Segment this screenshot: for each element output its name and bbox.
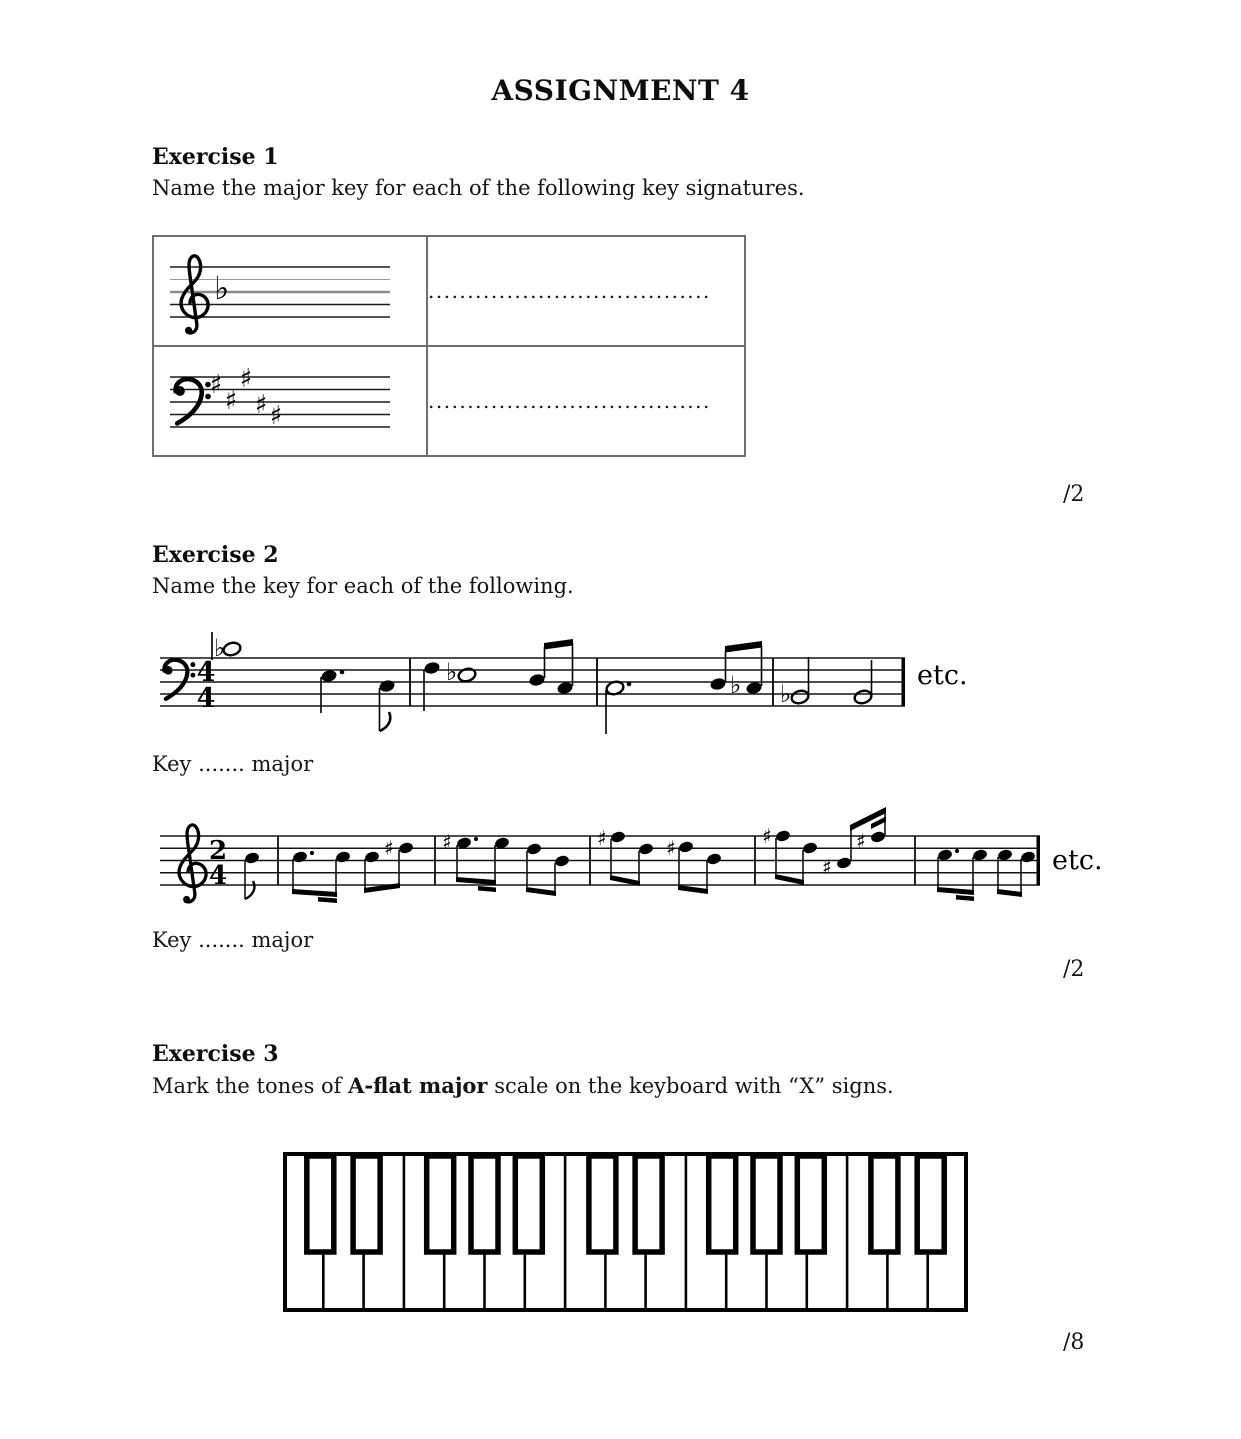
measure: [442, 830, 570, 896]
time-signature-top: 2: [208, 836, 228, 866]
measure: [292, 836, 414, 903]
black-key[interactable]: [427, 1156, 454, 1252]
svg-text:♯: ♯: [239, 364, 253, 394]
treble-melody-staff: [160, 805, 1122, 925]
white-key[interactable]: [807, 1252, 847, 1310]
bass-clef-icon: [175, 379, 211, 423]
etc-label: etc.: [1052, 845, 1103, 876]
black-key[interactable]: [307, 1156, 334, 1252]
sharp-sign-icon: ♯: [822, 855, 832, 879]
sharp-key-signature-icons: [210, 364, 283, 431]
flat-sign-icon: ♭: [780, 680, 792, 708]
sharp-sign-icon: ♯: [856, 829, 866, 853]
eighth-flag-icon: [245, 881, 254, 899]
beam: [544, 639, 573, 650]
page-title: ASSIGNMENT 4: [491, 74, 750, 107]
white-key[interactable]: [323, 1252, 363, 1310]
sharp-sign-icon: ♯: [442, 830, 452, 854]
white-key[interactable]: [928, 1252, 966, 1310]
time-signature-top: 4: [196, 657, 216, 688]
measure: [937, 848, 1036, 901]
svg-text:♯: ♯: [209, 370, 223, 400]
black-key[interactable]: [635, 1156, 662, 1252]
black-key[interactable]: [709, 1156, 736, 1252]
treble-key-signature-cell: [153, 236, 427, 346]
white-key[interactable]: [444, 1252, 484, 1310]
exercise1-score: /2: [1063, 482, 1085, 507]
flat-sign-icon: ♭: [730, 671, 742, 699]
black-key[interactable]: [753, 1156, 780, 1252]
exercise2-instruction: Name the key for each of the following.: [152, 574, 574, 598]
measure: [423, 639, 574, 711]
answer-line-1[interactable]: ....................................: [428, 279, 711, 303]
white-key[interactable]: [726, 1252, 766, 1310]
key-signature-table: [152, 235, 746, 457]
sharp-sign-icon: ♯: [762, 824, 772, 848]
white-key[interactable]: [767, 1252, 807, 1310]
bass-clef-icon: [164, 660, 195, 699]
white-keys: [285, 1252, 966, 1310]
sharp-sign-icon: ♯: [597, 826, 607, 850]
black-key[interactable]: [871, 1156, 898, 1252]
black-key[interactable]: [797, 1156, 824, 1252]
measure: [605, 641, 763, 734]
time-signature-bottom: 4: [196, 683, 216, 714]
white-key[interactable]: [887, 1252, 927, 1310]
white-key[interactable]: [525, 1252, 565, 1310]
flat-sign-icon: ♭: [214, 634, 226, 662]
flat-sign-icon: ♭: [446, 658, 458, 686]
exercise3-heading: Exercise 3: [152, 1041, 279, 1067]
sharp-sign-icon: ♯: [666, 836, 676, 860]
black-key[interactable]: [917, 1156, 944, 1252]
table-row: [153, 236, 745, 346]
exercise1-heading: Exercise 1: [152, 144, 279, 170]
black-key[interactable]: [353, 1156, 380, 1252]
white-key[interactable]: [285, 1252, 323, 1310]
key-answer-line-1[interactable]: Key ....... major: [152, 752, 314, 776]
white-key[interactable]: [686, 1252, 726, 1310]
exercise2-score: /2: [1063, 957, 1085, 982]
svg-text:♯: ♯: [254, 390, 268, 420]
exercise3-score: /8: [1063, 1330, 1085, 1355]
white-key[interactable]: [847, 1252, 887, 1310]
white-key[interactable]: [485, 1252, 525, 1310]
beam: [725, 641, 762, 653]
svg-text:♯: ♯: [224, 386, 238, 416]
answer-cell-2: [427, 346, 745, 456]
instruction-bold-term: A-flat major: [348, 1073, 488, 1098]
black-key[interactable]: [515, 1156, 542, 1252]
flat-sign-icon: ♭: [214, 269, 230, 307]
white-key[interactable]: [605, 1252, 645, 1310]
white-key[interactable]: [404, 1252, 444, 1310]
time-signature-bottom: 4: [208, 861, 228, 891]
key-answer-line-2[interactable]: Key ....... major: [152, 928, 314, 952]
eighth-flag-icon: [380, 712, 391, 731]
final-barline: [1037, 836, 1041, 885]
exercise2-heading: Exercise 2: [152, 542, 279, 568]
final-barline: [902, 658, 906, 706]
bass-key-signature-cell: [153, 346, 427, 456]
table-row: [153, 346, 745, 456]
bass-melody-staff: [160, 630, 972, 744]
exercise3-instruction: [152, 1073, 894, 1098]
white-key[interactable]: [565, 1252, 605, 1310]
svg-text:♯: ♯: [269, 401, 283, 431]
instruction-suffix: scale on the keyboard with “X” signs.: [487, 1074, 894, 1098]
sharp-sign-icon: ♯: [384, 836, 394, 860]
black-key[interactable]: [589, 1156, 616, 1252]
exercise1-instruction: Name the major key for each of the following key signatures.: [152, 176, 805, 200]
answer-line-2[interactable]: ....................................: [428, 389, 711, 413]
answer-cell-1: [427, 236, 745, 346]
black-key[interactable]: [471, 1156, 498, 1252]
etc-label: etc.: [917, 660, 968, 691]
white-key[interactable]: [364, 1252, 404, 1310]
bass-clef-five-sharps-staff: [154, 347, 404, 451]
piano-keyboard: [283, 1152, 968, 1312]
treble-clef-one-flat-staff: [154, 237, 404, 341]
white-key[interactable]: [646, 1252, 686, 1310]
measure: [244, 851, 260, 899]
instruction-prefix: Mark the tones of: [152, 1074, 349, 1098]
